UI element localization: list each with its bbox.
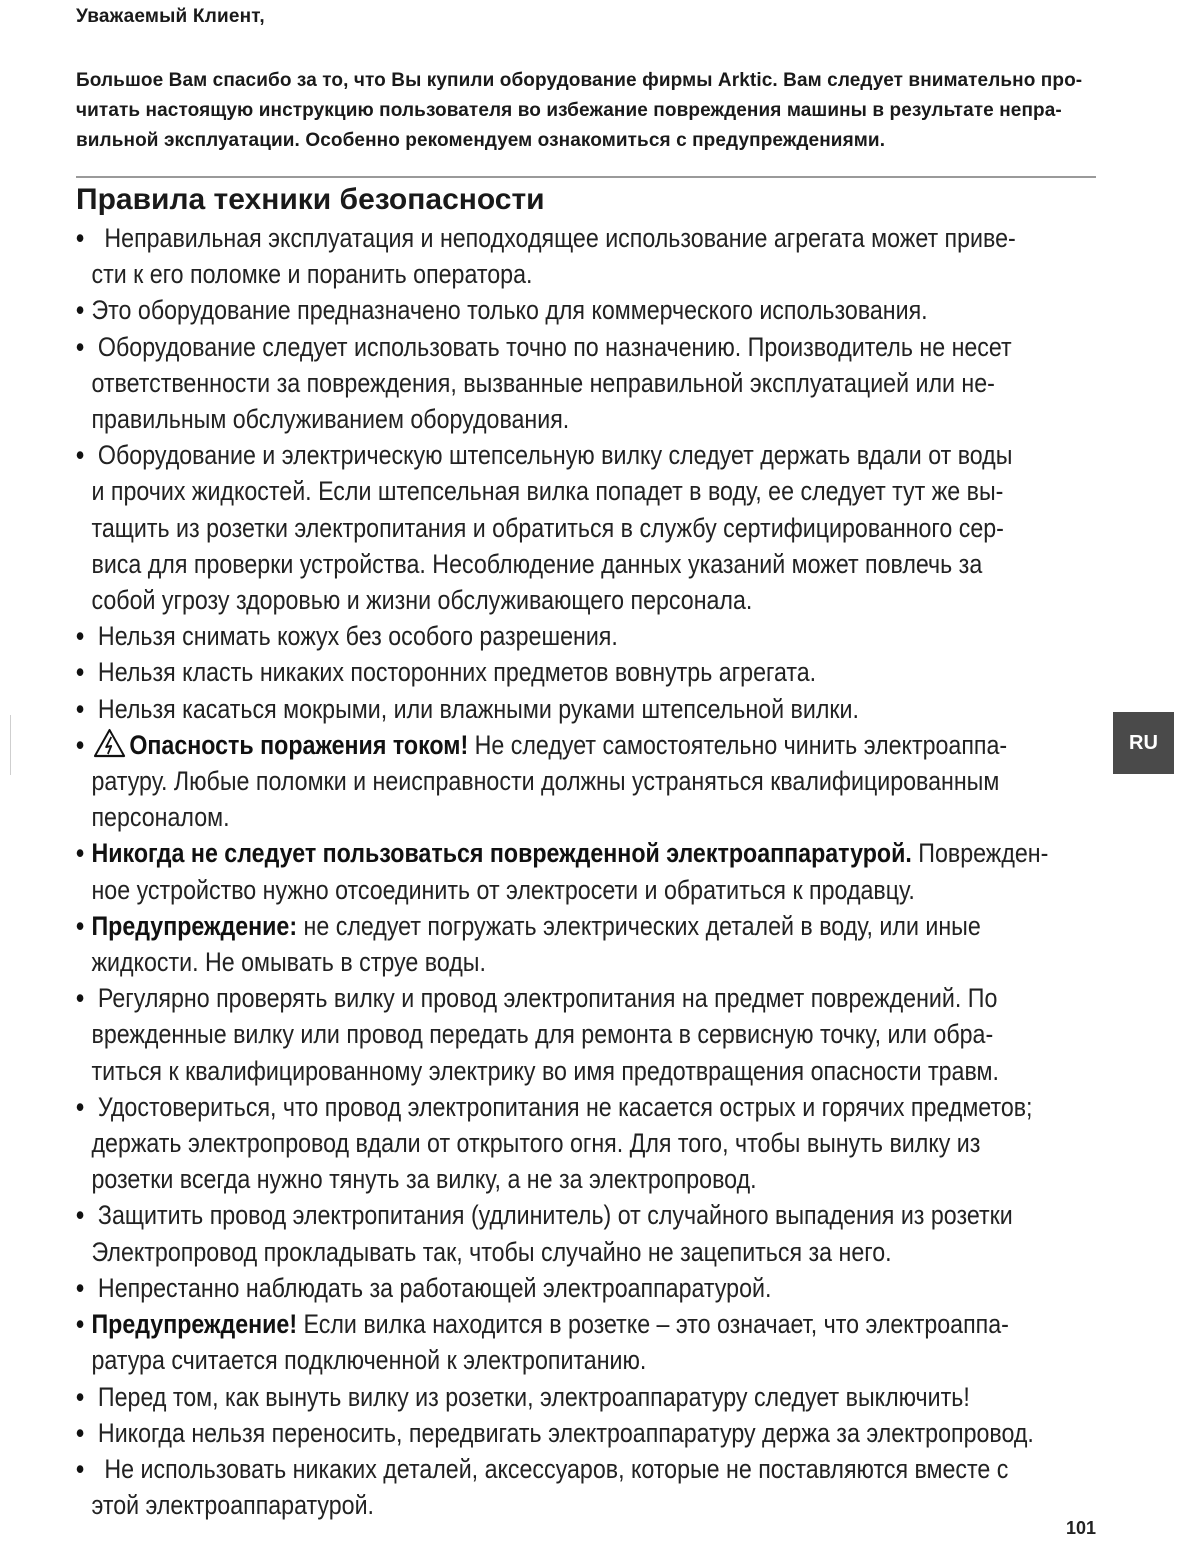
intro-paragraph <box>76 66 1096 156</box>
safety-rule-line <box>91 1487 1123 1523</box>
safety-rule-line <box>91 510 1123 546</box>
safety-rule-text: персоналом. <box>91 802 230 833</box>
safety-rule-item <box>76 1306 1123 1378</box>
safety-rule-item <box>76 292 1123 328</box>
safety-rule-item <box>76 654 1123 690</box>
safety-rule-line <box>91 691 1123 727</box>
safety-rule-line <box>91 292 1123 328</box>
safety-rules-list <box>76 220 1112 1523</box>
safety-rule-item <box>76 691 1123 727</box>
bullet-marker: • <box>76 621 85 652</box>
bullet-marker: • <box>76 983 85 1014</box>
safety-rule-text: ратура считается подключенной к электропитанию. <box>91 1345 647 1376</box>
bullet-marker: • <box>76 910 85 941</box>
safety-rule-line <box>91 727 1123 763</box>
safety-rule-line <box>91 872 1123 908</box>
bullet-marker: • <box>76 1091 85 1122</box>
safety-rule-text: и прочих жидкостей. Если штепсельная вилка попадет в воду, ее следует тут же вы- <box>91 476 1004 507</box>
safety-rule-text: Непрестанно наблюдать за работающей электроаппаратурой. <box>91 1272 772 1303</box>
safety-rule-text: жидкости. Не омывать в струе воды. <box>91 947 486 978</box>
bullet-marker: • <box>76 1272 85 1303</box>
language-tab: RU <box>1113 712 1174 774</box>
safety-rule-item <box>76 437 1123 618</box>
safety-rule-text: Если вилка находится в розетке – это означает, что электроаппа- <box>297 1309 1009 1340</box>
safety-rule-text: ратуру. Любые поломки и неисправности должны устраняться квалифицированным <box>91 766 1000 797</box>
safety-rule-line <box>91 908 1123 944</box>
safety-rule-line <box>91 944 1123 980</box>
safety-rule-item <box>76 980 1123 1089</box>
safety-rule-text: розетки всегда нужно тянуть за вилку, а не за электропровод. <box>91 1164 757 1195</box>
safety-rule-line <box>91 1415 1123 1451</box>
page-number: 101 <box>1066 1518 1097 1538</box>
safety-rule-text: Защитить провод электропитания (удлинитель) от случайного выпадения из розетки <box>91 1200 1013 1231</box>
safety-rule-text: правильным обслуживанием оборудования. <box>91 404 570 435</box>
safety-rule-line <box>91 799 1123 835</box>
safety-rule-line <box>91 473 1123 509</box>
safety-rule-line <box>91 1125 1123 1161</box>
safety-rule-item <box>76 835 1123 907</box>
safety-rule-line <box>91 256 1123 292</box>
safety-rule-text: Оборудование и электрическую штепсельную вилку следует держать вдали от воды <box>91 440 1013 471</box>
electric-shock-warning-icon <box>93 728 126 758</box>
safety-rule-emphasis: Предупреждение: <box>91 910 298 941</box>
safety-rule-text: Неправильная эксплуатация и неподходящее использование агрегата может приве- <box>91 223 1016 253</box>
bullet-marker: • <box>76 657 85 688</box>
safety-rule-text: Это оборудование предназначено только для коммерческого использования. <box>91 295 928 326</box>
safety-rule-line <box>91 654 1123 690</box>
safety-rule-text: Нельзя снимать кожух без особого разрешения. <box>91 621 618 652</box>
bullet-marker: • <box>76 1309 85 1340</box>
safety-rule-text: Нельзя касаться мокрыми, или влажными руками штепсельной вилки. <box>91 693 859 724</box>
safety-rule-line <box>91 1451 1123 1487</box>
safety-rule-text: держать электропровод вдали от открытого огня. Для того, чтобы вынуть вилку из <box>91 1128 981 1159</box>
safety-rule-text: Перед том, как вынуть вилку из розетки, электроаппаратуру следует выключить! <box>91 1381 970 1412</box>
intro-line: Большое Вам спасибо за то, что Вы купили оборудование фирмы Arktic. Вам следует внимательно про- <box>76 70 1083 91</box>
bullet-marker: • <box>76 223 85 253</box>
section-divider <box>76 176 1096 178</box>
bullet-marker: • <box>76 1381 85 1412</box>
safety-rule-line <box>91 365 1123 401</box>
bullet-marker: • <box>76 1200 85 1231</box>
safety-rule-line <box>91 1234 1123 1270</box>
safety-rule-emphasis: Предупреждение! <box>91 1309 298 1340</box>
safety-rule-text: Удостовериться, что провод электропитания не касается острых и горячих предметов; <box>91 1091 1033 1122</box>
safety-rule-line <box>91 1342 1123 1378</box>
safety-rule-line <box>91 1161 1123 1197</box>
intro-line: вильной эксплуатации. Особенно рекомендуем ознакомиться с предупреждениями. <box>76 130 886 151</box>
bullet-marker: • <box>76 729 85 760</box>
bullet-marker: • <box>76 331 85 362</box>
bullet-marker: • <box>76 295 85 326</box>
safety-rule-text: Нельзя класть никаких посторонних предметов вовнутрь агрегата. <box>91 657 817 688</box>
bullet-marker: • <box>76 693 85 724</box>
safety-rule-text: врежденные вилку или провод передать для ремонта в сервисную точку, или обра- <box>91 1019 994 1050</box>
safety-rule-text: собой угрозу здоровью и жизни обслуживающего персонала. <box>91 585 753 616</box>
bullet-marker: • <box>76 838 85 869</box>
safety-rule-text: Оборудование следует использовать точно по назначению. Производитель не несет <box>91 331 1012 362</box>
safety-rule-emphasis: Опасность поражения током! <box>129 729 469 760</box>
safety-rule-text: Никогда нельзя переносить, передвигать электроаппаратуру держа за электропровод. <box>91 1417 1034 1448</box>
section-title: Правила техники безопасности <box>76 183 545 216</box>
safety-rule-text: виса для проверки устройства. Несоблюдение данных указаний может повлечь за <box>91 548 983 579</box>
safety-rule-line <box>91 437 1123 473</box>
safety-rule-line <box>91 1306 1123 1342</box>
bullet-marker: • <box>76 1453 85 1484</box>
safety-rule-line <box>91 1270 1123 1306</box>
safety-rule-line <box>91 220 1123 256</box>
safety-rule-line <box>91 582 1123 618</box>
safety-rule-item <box>76 908 1123 980</box>
safety-rule-text: ное устройство нужно отсоединить от электросети и обратиться к продавцу. <box>91 874 915 905</box>
safety-rule-line <box>91 1379 1123 1415</box>
bullet-marker: • <box>76 440 85 471</box>
safety-rule-text: сти к его поломке и поранить оператора. <box>91 259 533 290</box>
safety-rule-text: тащить из розетки электропитания и обратиться в службу сертифицированного сер- <box>91 512 1004 543</box>
safety-rule-text: не следует погружать электрических деталей в воду, или иные <box>297 910 981 941</box>
safety-rule-item <box>76 220 1123 292</box>
safety-rule-line <box>91 1053 1123 1089</box>
safety-rule-item <box>76 1089 1123 1198</box>
safety-rule-line <box>91 980 1123 1016</box>
safety-rule-item <box>76 618 1123 654</box>
safety-rule-text: Электропровод прокладывать так, чтобы случайно не зацепиться за него. <box>91 1236 892 1267</box>
safety-rule-line <box>91 618 1123 654</box>
safety-rule-text: Регулярно проверять вилку и провод электропитания на предмет повреждений. По <box>91 983 998 1014</box>
safety-rule-line <box>91 1197 1123 1233</box>
safety-rule-line <box>91 835 1123 871</box>
greeting: Уважаемый Клиент, <box>76 6 265 27</box>
bullet-marker: • <box>76 1417 85 1448</box>
safety-rule-line <box>91 763 1123 799</box>
safety-rule-item <box>76 329 1123 438</box>
safety-rule-line <box>91 401 1123 437</box>
safety-rule-item <box>76 1379 1123 1415</box>
safety-rule-text: титься к квалифицированному электрику во имя предотвращения опасности травм. <box>91 1055 999 1086</box>
page-margin-line <box>10 715 11 775</box>
safety-rule-line <box>91 1089 1123 1125</box>
safety-rule-text: ответственности за повреждения, вызванные неправильной эксплуатацией или не- <box>91 367 995 398</box>
safety-rule-text: Не следует самостоятельно чинить электроаппа- <box>468 729 1008 760</box>
safety-rule-text: этой электроаппаратурой. <box>91 1490 375 1521</box>
safety-rule-text: Не использовать никаких деталей, аксессуаров, которые не поставляются вместе с <box>91 1453 1009 1484</box>
intro-line: читать настоящую инструкцию пользователя во избежание повреждения машины в результате непра- <box>76 100 1062 121</box>
safety-rule-text: Поврежден- <box>911 838 1049 869</box>
safety-rule-line <box>91 1016 1123 1052</box>
safety-rule-item <box>76 1197 1123 1269</box>
safety-rule-item <box>76 1415 1123 1451</box>
safety-rule-line <box>91 546 1123 582</box>
safety-rule-line <box>91 329 1123 365</box>
safety-rule-item <box>76 727 1123 836</box>
safety-rule-emphasis: Никогда не следует пользоваться поврежденной электроаппаратурой. <box>91 838 912 869</box>
safety-rule-item <box>76 1451 1123 1523</box>
safety-rule-item <box>76 1270 1123 1306</box>
